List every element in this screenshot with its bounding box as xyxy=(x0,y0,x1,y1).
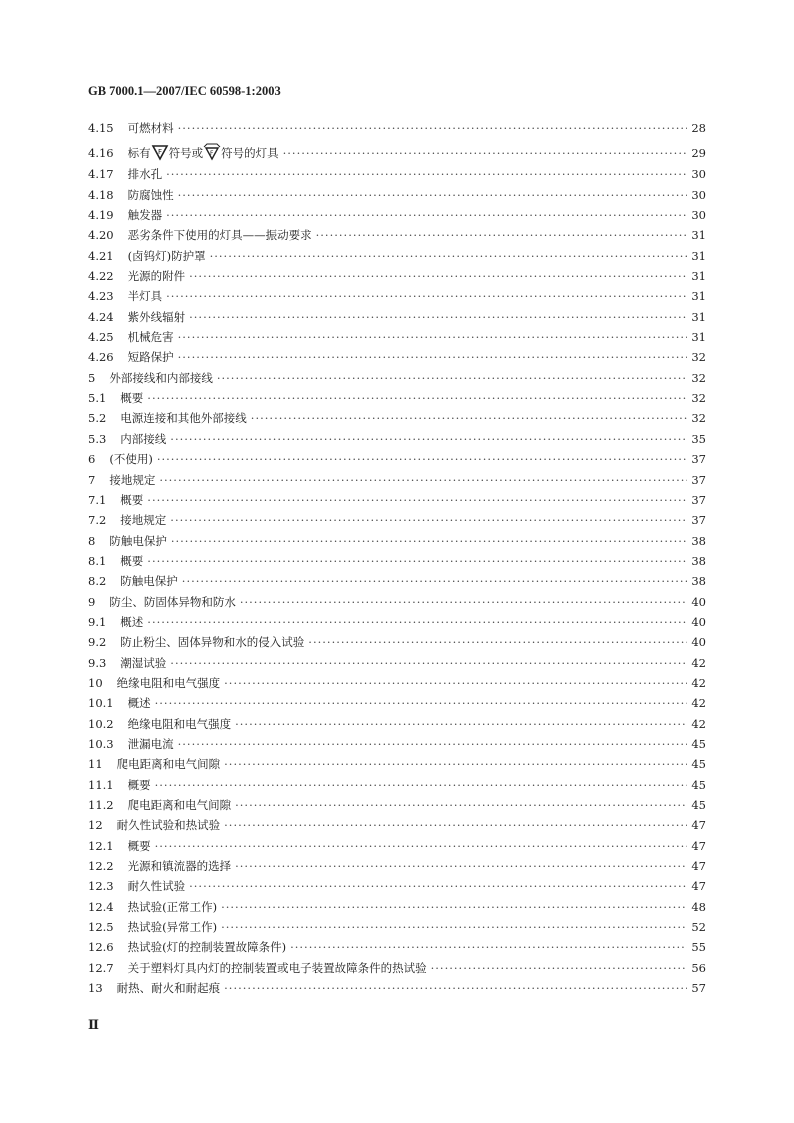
dot-leader xyxy=(159,470,687,490)
toc-entry[interactable] xyxy=(88,531,706,551)
toc-entry[interactable] xyxy=(88,246,706,266)
toc-number: 4.20 xyxy=(88,228,114,243)
toc-title: 概要 xyxy=(120,391,144,406)
dot-leader xyxy=(178,118,688,138)
toc-entry[interactable] xyxy=(88,368,706,388)
toc-entry[interactable] xyxy=(88,714,706,734)
toc-title: 接地规定 xyxy=(109,472,156,487)
toc-entry[interactable] xyxy=(88,347,706,367)
toc-title: 爬电距离和电气间隙 xyxy=(116,757,221,772)
f-triangle-symbol-icon xyxy=(151,143,169,161)
toc-page: 40 xyxy=(691,635,706,650)
toc-page: 30 xyxy=(691,167,706,182)
toc-page: 42 xyxy=(691,655,706,670)
toc-title: 概要 xyxy=(120,492,144,507)
toc-entry[interactable] xyxy=(88,307,706,327)
dot-leader xyxy=(178,185,688,205)
dot-leader xyxy=(147,388,687,408)
toc-page: 31 xyxy=(691,289,706,304)
toc-page: 31 xyxy=(691,309,706,324)
dot-leader xyxy=(189,266,687,286)
toc-entry[interactable] xyxy=(88,612,706,632)
toc-number: 5 xyxy=(88,370,96,385)
toc-entry[interactable] xyxy=(88,734,706,754)
toc-page: 57 xyxy=(691,981,706,996)
toc-number: 4.22 xyxy=(88,269,114,284)
toc-number: 4.18 xyxy=(88,187,114,202)
toc-title: 耐热、耐火和耐起痕 xyxy=(116,981,221,996)
toc-entry[interactable] xyxy=(88,510,706,530)
toc-entry[interactable] xyxy=(88,408,706,428)
toc-entry[interactable] xyxy=(88,978,706,998)
toc-title: 可燃材料 xyxy=(127,121,174,135)
toc-page: 42 xyxy=(691,675,706,690)
toc-title: 防触电保护 xyxy=(109,533,167,548)
toc-title: 防腐蚀性 xyxy=(127,187,174,202)
dot-leader xyxy=(224,673,687,693)
toc-number: 11.1 xyxy=(88,777,114,792)
toc-title: 概述 xyxy=(120,614,144,629)
toc-number: 10.1 xyxy=(88,696,114,711)
toc-number: 12 xyxy=(88,818,103,833)
toc-entry[interactable] xyxy=(88,958,706,978)
toc-number: 7.1 xyxy=(88,492,107,507)
dot-leader xyxy=(210,246,688,266)
toc-entry[interactable] xyxy=(88,937,706,957)
dot-leader xyxy=(166,164,687,184)
toc-number: 5.3 xyxy=(88,431,107,446)
toc-title: (不使用) xyxy=(109,452,153,467)
toc-entry[interactable] xyxy=(88,795,706,815)
toc-title: 短路保护 xyxy=(127,350,174,365)
toc-entry[interactable] xyxy=(88,917,706,937)
toc-title: 排水孔 xyxy=(127,167,163,182)
toc-page: 55 xyxy=(691,940,706,955)
toc-page: 28 xyxy=(691,121,706,135)
toc-entry[interactable] xyxy=(88,490,706,510)
toc-entry[interactable] xyxy=(88,164,706,184)
toc-title: 潮湿试验 xyxy=(120,655,167,670)
toc-entry[interactable] xyxy=(88,551,706,571)
toc-title: 概述 xyxy=(127,696,151,711)
toc-number: 12.5 xyxy=(88,920,114,935)
dot-leader xyxy=(170,429,687,449)
toc-entry[interactable] xyxy=(88,673,706,693)
toc-title: 紫外线辐射 xyxy=(127,309,186,324)
toc-entry[interactable] xyxy=(88,775,706,795)
toc-number: 4.24 xyxy=(88,309,114,324)
toc-number: 12.4 xyxy=(88,899,114,914)
toc-page: 47 xyxy=(691,859,706,874)
toc-number: 8.2 xyxy=(88,574,107,589)
toc-title: 标有 F 符号或 F 符号的灯具 xyxy=(128,138,279,168)
toc-entry[interactable] xyxy=(88,897,706,917)
toc-entry[interactable] xyxy=(88,754,706,774)
dot-leader xyxy=(235,795,687,815)
table-of-contents xyxy=(88,118,706,998)
toc-entry[interactable] xyxy=(88,632,706,652)
toc-entry[interactable] xyxy=(88,225,706,245)
svg-text:F: F xyxy=(210,150,214,158)
toc-title: 爬电距离和电气间隙 xyxy=(127,798,232,812)
toc-page: 40 xyxy=(691,594,706,609)
dot-leader xyxy=(235,856,687,876)
toc-title: 泄漏电流 xyxy=(127,736,174,751)
toc-title: 光源和镇流器的选择 xyxy=(127,859,232,874)
toc-title: 概要 xyxy=(120,553,144,568)
toc-number: 8 xyxy=(88,533,96,548)
toc-entry[interactable] xyxy=(88,836,706,856)
toc-page: 32 xyxy=(691,391,706,406)
dot-leader xyxy=(166,286,687,306)
toc-number: 9.2 xyxy=(88,635,107,650)
toc-title: 内部接线 xyxy=(120,431,167,446)
toc-title: 关于塑料灯具内灯的控制装置或电子装置故障条件的热试验 xyxy=(127,960,427,975)
toc-page: 32 xyxy=(691,411,706,426)
toc-page: 52 xyxy=(691,920,706,935)
toc-title: 光源的附件 xyxy=(127,269,186,284)
toc-number: 12.7 xyxy=(88,960,114,975)
toc-page: 38 xyxy=(691,533,706,548)
toc-title: 接地规定 xyxy=(120,513,167,528)
toc-page: 37 xyxy=(691,492,706,507)
toc-number: 4.23 xyxy=(88,289,114,304)
toc-number: 9 xyxy=(88,594,96,609)
toc-number: 4.15 xyxy=(88,121,114,135)
toc-title: 防触电保护 xyxy=(120,574,178,589)
toc-page: 31 xyxy=(691,330,706,345)
toc-entry[interactable] xyxy=(88,571,706,591)
dot-leader xyxy=(217,368,688,388)
toc-page: 30 xyxy=(691,187,706,202)
toc-number: 8.1 xyxy=(88,553,107,568)
dot-leader xyxy=(170,653,687,673)
toc-title: 电源连接和其他外部接线 xyxy=(120,411,247,426)
toc-number: 5.2 xyxy=(88,411,107,426)
toc-number: 12.6 xyxy=(88,940,114,955)
toc-entry[interactable] xyxy=(88,653,706,673)
toc-page: 45 xyxy=(691,798,706,812)
toc-entry[interactable] xyxy=(88,327,706,347)
dot-leader xyxy=(221,897,687,917)
toc-title: 热试验(正常工作) xyxy=(127,899,218,914)
svg-text:F: F xyxy=(157,148,162,157)
toc-number: 5.1 xyxy=(88,391,107,406)
toc-title: 耐久性试验和热试验 xyxy=(116,818,221,833)
dot-leader xyxy=(189,876,687,896)
toc-title: 恶劣条件下使用的灯具——振动要求 xyxy=(127,228,312,243)
toc-number: 13 xyxy=(88,981,103,996)
toc-page: 31 xyxy=(691,248,706,263)
toc-title: 半灯具 xyxy=(127,289,163,304)
toc-page: 37 xyxy=(691,452,706,467)
toc-number: 4.19 xyxy=(88,208,114,223)
toc-title: 机械危害 xyxy=(127,330,174,345)
dot-leader xyxy=(170,510,687,530)
toc-entry[interactable] xyxy=(88,429,706,449)
toc-title: 热试验(灯的控制装置故障条件) xyxy=(127,940,287,955)
toc-page: 48 xyxy=(691,899,706,914)
toc-page: 31 xyxy=(691,269,706,284)
toc-number: 11 xyxy=(88,757,103,772)
dot-leader xyxy=(224,978,687,998)
toc-page: 56 xyxy=(691,960,706,975)
dot-leader xyxy=(251,408,688,428)
toc-number: 11.2 xyxy=(88,798,114,812)
toc-page: 29 xyxy=(691,146,706,161)
dot-leader xyxy=(147,551,687,571)
dot-leader xyxy=(171,531,688,551)
toc-page: 31 xyxy=(691,228,706,243)
toc-page: 35 xyxy=(691,431,706,446)
toc-number: 7.2 xyxy=(88,513,107,528)
dot-leader xyxy=(147,490,687,510)
dot-leader xyxy=(240,592,688,612)
dot-leader xyxy=(290,937,687,957)
dot-leader xyxy=(316,225,688,245)
dot-leader xyxy=(182,571,688,591)
toc-number: 12.3 xyxy=(88,879,114,894)
toc-entry[interactable] xyxy=(88,876,706,896)
dot-leader xyxy=(224,815,687,835)
toc-entry[interactable] xyxy=(88,856,706,876)
toc-title: 概要 xyxy=(127,777,151,792)
toc-entry[interactable] xyxy=(88,388,706,408)
dot-leader xyxy=(224,754,687,774)
toc-number: 10.3 xyxy=(88,736,114,751)
dot-leader xyxy=(221,917,687,937)
toc-entry[interactable] xyxy=(88,449,706,469)
toc-title: 热试验(异常工作) xyxy=(127,920,218,935)
dot-leader xyxy=(431,958,688,978)
toc-title: (卤钨灯)防护罩 xyxy=(127,248,206,263)
dot-leader xyxy=(155,693,688,713)
toc-entry[interactable] xyxy=(88,138,706,164)
toc-number: 10.2 xyxy=(88,716,114,731)
toc-entry[interactable] xyxy=(88,470,706,490)
toc-page: 38 xyxy=(691,553,706,568)
dot-leader xyxy=(178,327,688,347)
dot-leader xyxy=(189,307,687,327)
toc-page: 38 xyxy=(691,574,706,589)
toc-title: 耐久性试验 xyxy=(127,879,186,894)
toc-number: 4.25 xyxy=(88,330,114,345)
toc-number: 12.1 xyxy=(88,838,114,853)
toc-number: 7 xyxy=(88,472,96,487)
toc-page: 45 xyxy=(691,777,706,792)
dot-leader xyxy=(235,714,687,734)
toc-page: 32 xyxy=(691,370,706,385)
toc-title: 绝缘电阻和电气强度 xyxy=(116,675,221,690)
toc-page: 37 xyxy=(691,513,706,528)
toc-page: 42 xyxy=(691,696,706,711)
toc-page: 40 xyxy=(691,614,706,629)
toc-number: 9.3 xyxy=(88,655,107,670)
toc-entry[interactable] xyxy=(88,815,706,835)
toc-entry[interactable] xyxy=(88,286,706,306)
toc-page: 45 xyxy=(691,757,706,772)
toc-page: 47 xyxy=(691,818,706,833)
toc-number: 4.17 xyxy=(88,167,114,182)
toc-entry[interactable] xyxy=(88,118,706,138)
toc-number: 4.21 xyxy=(88,248,114,263)
toc-number: 10 xyxy=(88,675,103,690)
toc-title: 防尘、防固体异物和防水 xyxy=(109,594,236,609)
dot-leader xyxy=(155,775,688,795)
toc-entry[interactable] xyxy=(88,205,706,225)
toc-number: 12.2 xyxy=(88,859,114,874)
toc-title: 触发器 xyxy=(127,208,163,223)
toc-page: 32 xyxy=(691,350,706,365)
toc-number: 4.16 xyxy=(88,146,114,161)
dot-leader xyxy=(147,612,687,632)
f-triangle-hooded-symbol-icon xyxy=(203,143,221,161)
dot-leader xyxy=(178,734,688,754)
page-number: Ⅱ xyxy=(88,1018,99,1033)
toc-page: 45 xyxy=(691,736,706,751)
toc-number: 9.1 xyxy=(88,614,107,629)
toc-number: 6 xyxy=(88,452,96,467)
toc-title: 防止粉尘、固体异物和水的侵入试验 xyxy=(120,635,305,650)
dot-leader xyxy=(155,836,688,856)
toc-number: 4.26 xyxy=(88,350,114,365)
toc-title: 概要 xyxy=(127,838,151,853)
toc-page: 47 xyxy=(691,838,706,853)
toc-page: 37 xyxy=(691,472,706,487)
dot-leader xyxy=(178,347,688,367)
document-header: GB 7000.1—2007/IEC 60598-1:2003 xyxy=(88,84,281,98)
toc-page: 30 xyxy=(691,208,706,223)
toc-entry[interactable] xyxy=(88,592,706,612)
toc-entry[interactable] xyxy=(88,693,706,713)
toc-entry[interactable] xyxy=(88,266,706,286)
toc-entry[interactable] xyxy=(88,185,706,205)
toc-title: 外部接线和内部接线 xyxy=(109,370,213,385)
toc-page: 47 xyxy=(691,879,706,894)
toc-title: 绝缘电阻和电气强度 xyxy=(127,716,232,731)
dot-leader xyxy=(308,632,687,652)
dot-leader xyxy=(157,449,688,469)
dot-leader xyxy=(166,205,687,225)
toc-page: 42 xyxy=(691,716,706,731)
